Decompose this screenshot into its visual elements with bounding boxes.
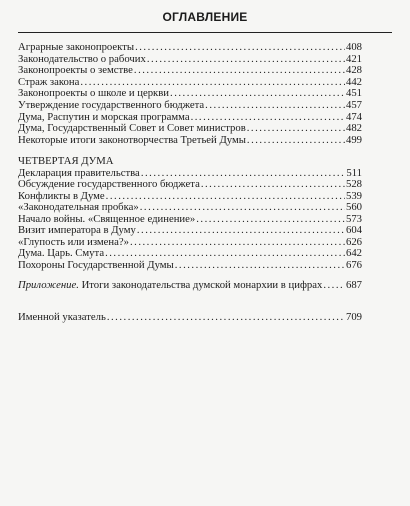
toc-dot-leader xyxy=(147,54,345,66)
toc-entry-title: Именной указатель xyxy=(18,311,106,323)
page-header xyxy=(18,6,392,33)
toc-entry[interactable] xyxy=(18,280,362,292)
toc-page-number: 482 xyxy=(345,122,362,135)
toc-entry-title: Аграрные законопроекты xyxy=(18,41,135,53)
toc-entry-title: «Глупость или измена?» xyxy=(18,235,129,248)
toc-page-number: 408 xyxy=(345,41,362,53)
toc-entry[interactable] xyxy=(18,42,362,54)
toc-entry[interactable] xyxy=(18,312,362,324)
toc-dot-leader xyxy=(134,65,345,77)
toc-page-number: 687 xyxy=(345,279,362,291)
toc-dot-leader xyxy=(107,312,345,324)
toc-entry-title: Начало войны. «Священное единение» xyxy=(18,212,196,225)
toc-page-number: 442 xyxy=(345,75,362,88)
toc-entry-title: Декларация правительства xyxy=(18,166,140,179)
toc-page-number: 573 xyxy=(345,212,362,225)
toc-dot-leader xyxy=(196,214,345,226)
toc-page-number: 457 xyxy=(345,98,362,111)
toc-entry-title: Законодательство о рабочих xyxy=(18,52,146,65)
toc-page-number: 421 xyxy=(345,52,362,65)
toc-page-number: 539 xyxy=(345,189,362,202)
toc-page-number: 560 xyxy=(345,201,362,214)
toc-dot-leader xyxy=(323,280,345,292)
toc-dot-leader xyxy=(135,42,345,54)
toc-dot-leader xyxy=(247,135,345,147)
toc-dot-leader xyxy=(201,179,345,191)
toc-section-third-duma xyxy=(18,42,362,146)
toc-entry[interactable] xyxy=(18,179,362,191)
toc-entry-title: Дума, Распутин и морская программа xyxy=(18,110,190,123)
toc-entry[interactable] xyxy=(18,260,362,272)
toc-section-fourth-duma xyxy=(18,156,362,272)
toc-entry-title: Законопроекты о школе и церкви xyxy=(18,87,170,100)
toc-dot-leader xyxy=(247,123,345,135)
toc-page-number: 511 xyxy=(346,166,362,179)
toc-page-number: 709 xyxy=(345,311,362,323)
toc-entry[interactable] xyxy=(18,100,362,112)
toc-page-number: 474 xyxy=(345,110,362,123)
toc-page-number: 676 xyxy=(345,258,362,271)
appendix-title: Итоги законодательства думской монархии в цифрах xyxy=(81,279,323,291)
toc-section-index xyxy=(18,312,362,324)
appendix-entry-title xyxy=(18,280,322,292)
toc-entry-title: Конфликты в Думе xyxy=(18,189,105,202)
toc-entry-title: Страж закона xyxy=(18,75,80,88)
toc-entry-title: Некоторые итоги законотворчества Третьей Думы xyxy=(18,133,246,146)
toc-page-number: 499 xyxy=(345,133,362,146)
toc-page-number: 528 xyxy=(345,178,362,191)
toc-dot-leader xyxy=(175,260,345,272)
toc-page-number: 451 xyxy=(345,87,362,100)
toc-entry-title: Обсуждение государственного бюджета xyxy=(18,178,200,191)
toc-entry[interactable] xyxy=(18,135,362,147)
section-heading: ЧЕТВЕРТАЯ ДУМА xyxy=(18,155,114,167)
toc-page-number: 642 xyxy=(345,247,362,260)
toc-entry-title: Дума. Царь. Смута xyxy=(18,247,105,260)
toc-dot-leader xyxy=(106,191,345,203)
toc-page-number: 428 xyxy=(345,64,362,77)
toc-dot-leader xyxy=(137,225,345,237)
toc-section-appendix xyxy=(18,280,362,292)
toc-entry-title: Законопроекты о земстве xyxy=(18,64,133,77)
toc-entry-title: Дума, Государственный Совет и Совет министров xyxy=(18,122,246,135)
toc-dot-leader xyxy=(205,100,345,112)
toc-entry-title: Утверждение государственного бюджета xyxy=(18,98,205,111)
toc-entry-title: Похороны Государственной Думы xyxy=(18,258,174,271)
page-title: ОГЛАВЛЕНИЕ xyxy=(162,10,248,24)
toc-entry[interactable] xyxy=(18,123,362,135)
toc-dot-leader xyxy=(130,237,345,249)
toc-page-number: 604 xyxy=(345,224,362,237)
toc-page-number: 626 xyxy=(345,235,362,248)
appendix-lead: Приложение. xyxy=(18,279,79,291)
toc-entry-title: «Законодательная пробка» xyxy=(18,201,139,214)
toc-entry-title: Визит императора в Думу xyxy=(18,224,136,237)
